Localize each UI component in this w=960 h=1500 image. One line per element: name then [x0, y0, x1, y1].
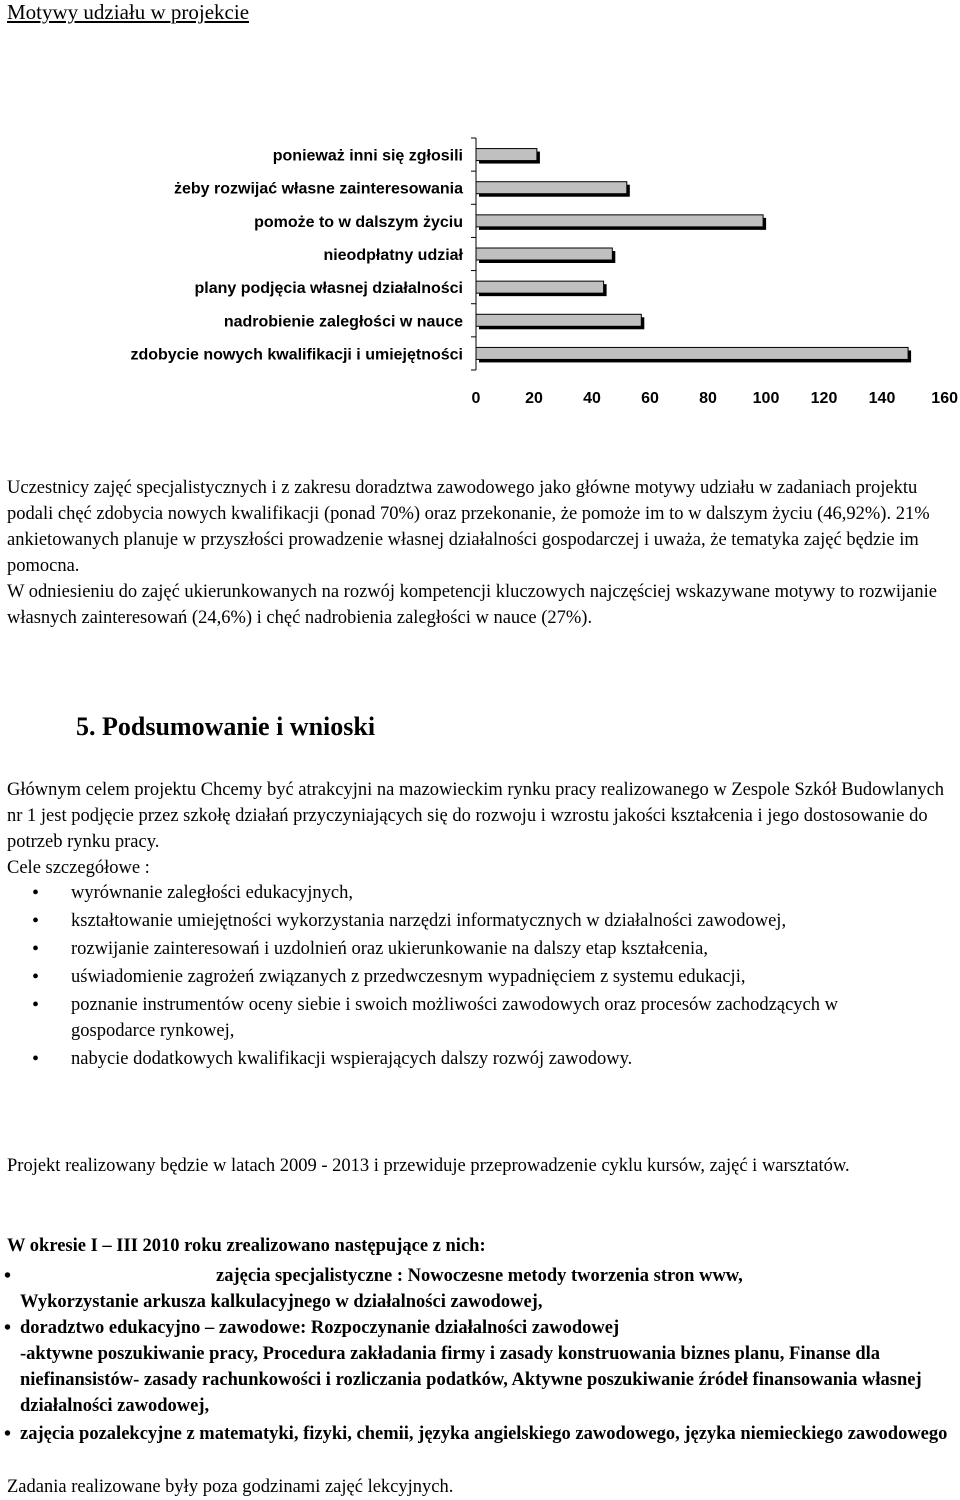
intro-text — [7, 475, 957, 631]
goal-item: • rozwijanie zainteresowań i uzdolnień oraz ukierunkowanie na dalszy etap kształcenia, — [0, 936, 900, 962]
x-tick-label: 100 — [752, 390, 780, 407]
bar-4 — [476, 248, 612, 260]
category-label: zdobycie nowych kwalifikacji i umiejętności — [130, 346, 463, 364]
activity-text: zajęcia specjalistyczne : Nowoczesne metody tworzenia stron www, — [216, 1266, 743, 1286]
category-label: pomoże to w dalszym życiu — [254, 213, 463, 231]
goal-item: • uświadomienie zagrożeń związanych z przedwczesnym wypadnięciem z systemu edukacji, — [0, 964, 900, 990]
activity-text: Wykorzystanie arkusza kalkulacyjnego w działalności zawodowej, — [20, 1292, 543, 1312]
summary-text — [7, 777, 957, 881]
intro-paragraph-2: W odniesieniu do zajęć ukierunkowanych na rozwój kompetencji kluczowych najczęściej wskazywane motywy to rozwijanie własnych zainteresowań (24,6%) i chęć nadrobienia zaległości w nauce (27%). — [7, 582, 937, 628]
goal-item: • kształtowanie umiejętności wykorzystania narzędzi informatycznych w działalności zawodowej, — [0, 908, 900, 934]
x-tick-label: 160 — [931, 390, 958, 407]
goals-list — [0, 880, 900, 1074]
activity-item-extracurricular — [0, 1421, 955, 1447]
x-tick-label: 0 — [471, 390, 481, 407]
category-label: nadrobienie zaległości w nauce — [223, 313, 463, 331]
intro-paragraph-1: Uczestnicy zajęć specjalistycznych i z zakresu doradztwa zawodowego jako główne motywy udziału w zadaniach projektu podali chęć zdobycia nowych kwalifikacji (ponad 70%) oraz przekonanie, że pomoże im to w dalszym życiu (46,92%). 21% ankietowanych planuje w przyszłości prowadzenie własnej działalności gospodarczej i uważa, że tematyka zajęć będzie im pomocna. — [7, 478, 930, 576]
x-tick-label: 20 — [525, 390, 543, 407]
chart-canvas — [0, 130, 960, 420]
category-label: ponieważ inni się zgłosili — [272, 147, 463, 165]
bar-2 — [476, 182, 627, 194]
activity-text: zajęcia pozalekcyjne z matematyki, fizyki, chemii, języka angielskiego zawodowego, języka niemieckiego zawodowego — [20, 1424, 948, 1444]
activity-text: doradztwo edukacyjno – zawodowe: Rozpoczynanie działalności zawodowej — [20, 1318, 620, 1338]
goal-item: • poznanie instrumentów oceny siebie i swoich możliwości zawodowych oraz procesów zachodzących w gospodarce rynkowej, — [0, 992, 900, 1044]
bullet-icon: • — [4, 1317, 12, 1339]
goals-label: Cele szczegółowe : — [7, 858, 150, 878]
bullet-icon: • — [4, 1265, 12, 1287]
goal-item: • wyrównanie zaległości edukacyjnych, — [0, 880, 900, 906]
section-heading: 5. Podsumowanie i wnioski — [76, 712, 376, 741]
category-label: nieodpłatny udział — [323, 247, 463, 264]
goal-item: • nabycie dodatkowych kwalifikacji wspierających dalszy rozwój zawodowy. — [0, 1046, 900, 1072]
category-label: żeby rozwijać własne zainteresowania — [174, 180, 463, 198]
motives-bar-chart — [0, 130, 960, 420]
bar-3 — [476, 215, 763, 227]
activity-item-specialist — [0, 1263, 955, 1315]
project-years-text: Projekt realizowany będzie w latach 2009 - 2013 i przewiduje przeprowadzenie cyklu kursów, zajęć i warsztatów. — [7, 1156, 850, 1176]
bar-6 — [476, 314, 641, 326]
x-tick-label: 140 — [868, 390, 896, 407]
bar-5 — [476, 281, 604, 293]
category-label: plany podjęcia własnej działalności — [194, 280, 463, 298]
x-tick-label: 40 — [583, 390, 601, 407]
x-tick-label: 80 — [699, 390, 717, 407]
x-tick-label: 60 — [641, 390, 659, 407]
period-heading: W okresie I – III 2010 roku zrealizowano następujące z nich: — [7, 1236, 486, 1256]
activity-text: -aktywne poszukiwanie pracy, Procedura zakładania firmy i zasady konstruowania biznes planu, Finanse dla niefinansistów- zasady rachunkowości i rozliczania podatków, Aktywne poszukiwanie źródeł finansowania własnej działalności zawodowej, — [20, 1344, 922, 1416]
bar-7 — [476, 347, 908, 359]
summary-paragraph: Głównym celem projektu Chcemy być atrakcyjni na mazowieckim rynku pracy realizowanego w Zespole Szkół Budowlanych nr 1 jest podjęcie przez szkołę działań przyczyniających się do rozwoju i wzrostu jakości kształcenia i jego dostosowanie do potrzeb rynku pracy. — [7, 780, 945, 852]
activity-item-career — [0, 1315, 955, 1419]
x-tick-label: 120 — [810, 390, 838, 407]
closing-note: Zadania realizowane były poza godzinami zajęć lekcyjnych. — [7, 1477, 454, 1497]
document-title: Motywy udziału w projekcie — [7, 0, 250, 24]
bar-1 — [476, 149, 537, 161]
bullet-icon: • — [4, 1423, 12, 1445]
